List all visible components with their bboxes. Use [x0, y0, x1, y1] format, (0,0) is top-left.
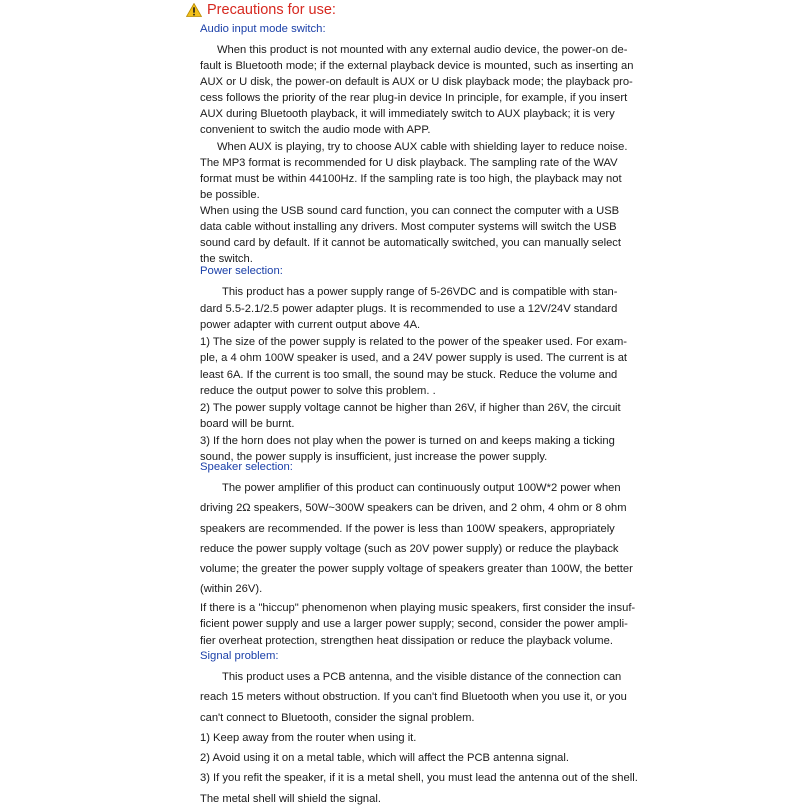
text-line: the switch.: [200, 253, 253, 266]
text-line: reach 15 meters without obstruction. If you can't find Bluetooth when you use it, or you: [200, 691, 627, 704]
text-line: sound card by default. If it cannot be automatically switched, you can manually select: [200, 237, 622, 250]
text-line: AUX during Bluetooth playback, it will immediately switch to AUX playback; it is very: [200, 108, 615, 121]
text-line: ple, a 4 ohm 100W speaker is used, and a 24V power supply is used. The current is at: [200, 352, 628, 364]
title-text: Precautions for use:: [207, 2, 336, 18]
text-line: sound, the power supply is insufficient, just increase the power supply.: [200, 451, 548, 463]
section-speaker-body: [200, 478, 636, 649]
text-line: 3) If you refit the speaker, if it is a metal shell, you must lead the antenna out of the shell.: [200, 772, 638, 785]
text-line: The metal shell will shield the signal.: [200, 792, 381, 805]
text-line: AUX or U disk, the power-on default is AUX or U disk playback mode; the playback pro-: [200, 76, 633, 89]
text-line: The power amplifier of this product can continuously output 100W*2 power when: [222, 482, 621, 494]
text-line: This product has a power supply range of 5-26VDC and is compatible with stan-: [222, 286, 618, 298]
text-line: 3) If the horn does not play when the power is turned on and keeps making a ticking: [200, 434, 615, 447]
page-title: [186, 0, 336, 20]
text-line: can't connect to Bluetooth, consider the signal problem.: [200, 711, 475, 724]
text-line: fier overheat protection, strengthen heat dissipation or reduce the playback volume.: [200, 634, 613, 647]
text-line: ficient power supply and use a larger power supply; second, consider the power ampli-: [200, 618, 628, 631]
text-line: convenient to switch the audio mode with APP.: [200, 124, 431, 137]
warning-icon: [186, 3, 202, 17]
text-line: reduce the power supply voltage (such as 20V power supply) or reduce the playback: [200, 542, 619, 555]
text-line: data cable without installing any drivers. Most computer systems will switch the USB: [200, 221, 617, 234]
text-line: volume; the greater the power supply voltage of speakers greater than 100W, the better: [200, 563, 633, 576]
text-line: When this product is not mounted with any external audio device, the power-on de-: [217, 44, 628, 56]
section-power-body: [200, 284, 628, 466]
text-line: The MP3 format is recommended for U disk playback. The sampling rate of the WAV: [200, 156, 618, 169]
text-line: format must be within 44100Hz. If the sampling rate is too high, the playback may not: [200, 172, 622, 185]
heading-audio-input: Audio input mode switch:: [200, 23, 326, 35]
text-line: board will be burnt.: [200, 418, 295, 430]
text-line: When using the USB sound card function, you can connect the computer with a USB: [200, 204, 620, 217]
section-signal-body: [200, 667, 638, 809]
text-line: This product uses a PCB antenna, and the visible distance of the connection can: [222, 671, 622, 683]
heading-signal-problem: Signal problem:: [200, 650, 279, 662]
text-line: dard 5.5-2.1/2.5 power adapter plugs. It is recommended to use a 12V/24V standard: [200, 302, 618, 315]
text-line: least 6A. If the current is too small, the sound may be stuck. Reduce the volume and: [200, 368, 618, 381]
text-line: speakers are recommended. If the power is less than 100W speakers, appropriately: [200, 522, 615, 535]
section-audio-body: [200, 42, 634, 267]
text-line: driving 2Ω speakers, 50W~300W speakers can be driven, and 2 ohm, 4 ohm or 8 ohm: [200, 502, 627, 515]
heading-speaker-selection: Speaker selection:: [200, 461, 293, 473]
text-line: reduce the output power to solve this problem. .: [200, 385, 436, 397]
text-line: When AUX is playing, try to choose AUX cable with shielding layer to reduce noise.: [217, 140, 628, 153]
text-line: power adapter with current output above 4A.: [200, 319, 421, 331]
heading-power-selection: Power selection:: [200, 265, 283, 277]
text-line: be possible.: [200, 188, 260, 201]
text-line: If there is a "hiccup" phenomenon when playing music speakers, first consider the insuf-: [200, 601, 636, 614]
text-line: cess follows the priority of the rear plug-in device In principle, for example, if you insert: [200, 92, 628, 105]
text-line: 1) Keep away from the router when using it.: [200, 731, 417, 744]
text-line: 1) The size of the power supply is related to the power of the speaker used. For exam-: [200, 335, 628, 348]
text-line: 2) The power supply voltage cannot be higher than 26V, if higher than 26V, the circuit: [200, 401, 621, 414]
text-line: fault is Bluetooth mode; if the external playback device is mounted, such as inserting an: [200, 60, 634, 73]
text-line: 2) Avoid using it on a metal table, which will affect the PCB antenna signal.: [200, 752, 569, 765]
text-line: (within 26V).: [200, 583, 263, 596]
